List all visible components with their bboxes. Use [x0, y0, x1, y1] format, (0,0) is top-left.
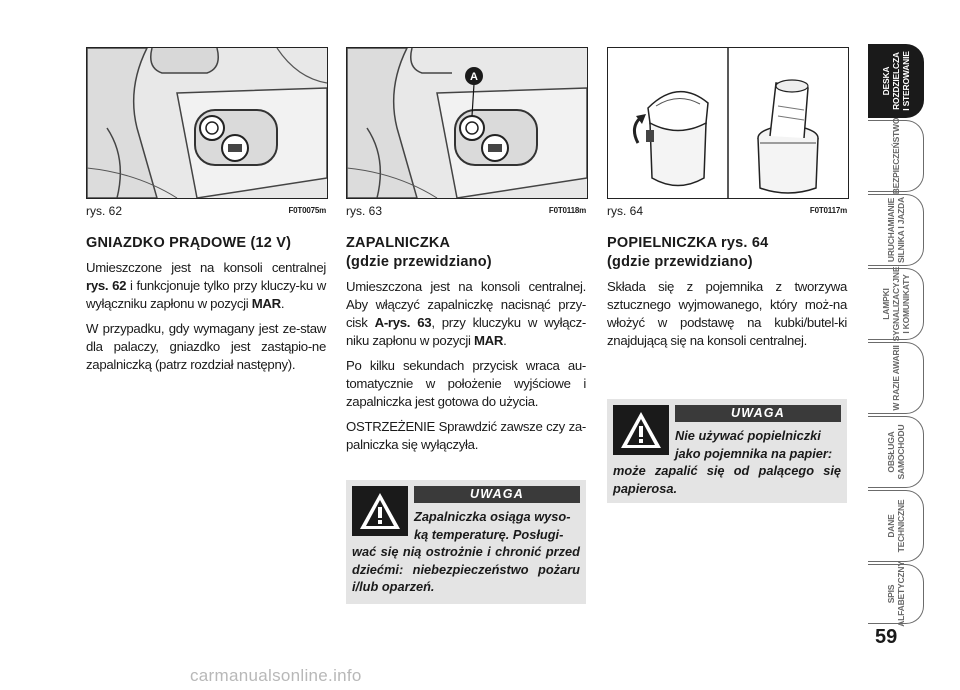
figure-rys-63 [346, 47, 588, 199]
callout-label: A [470, 71, 478, 83]
paragraph: W przypadku, gdy wymagany jest ze-staw dla palaczy, gniazdko jest zastąpio-ne zapalniczką (patrz rozdział następny). [86, 321, 326, 372]
warning-title: UWAGA [675, 405, 841, 422]
warning-icon [352, 486, 408, 536]
tab-spis-alfabetyczny[interactable]: SPIS ALFABETYCZNY [868, 564, 924, 624]
tab-obsluga[interactable]: OBSŁUGA SAMOCHODU [868, 416, 924, 488]
warning-icon [613, 405, 669, 455]
tab-uruchamianie[interactable]: URUCHAMIANIE SILNIKA I JAZDA [868, 194, 924, 266]
figure-code: F0T0117m [809, 206, 847, 215]
tab-lampki[interactable]: LAMPKI SYGNALIZACYJNE I KOMUNIKATY [868, 268, 924, 340]
paragraph: OSTRZEŻENIE Sprawdzić zawsze czy za-palniczka się wyłączyła. [346, 419, 586, 452]
warning-text: Nie używać popielniczki jako pojemnika na papier: może zapalić się od palącego się papierosa. [613, 428, 841, 496]
tab-dane-techniczne[interactable]: DANE TECHNICZNE [868, 490, 924, 562]
section-socket [86, 234, 326, 381]
figure-rys-64 [607, 47, 849, 199]
figure-number: rys. 64 [607, 204, 644, 218]
warning-text: Zapalniczka osiąga wyso- ką temperaturę. Posługi- wać się nią ostrożnie i chronić przed dziećmi: niebezpieczeństwo pożaru i/lub oparzeń. [352, 509, 580, 594]
watermark: carmanualsonline.info [190, 666, 362, 685]
section-heading: ZAPALNICZKA (gdzie przewidziano) [346, 235, 492, 270]
section-ashtray [607, 234, 847, 357]
chapter-index [868, 44, 960, 634]
figure-rys-62 [86, 47, 328, 199]
warning-box-ashtray [607, 399, 847, 503]
tab-w-razie-awarii[interactable]: W RAZIE AWARII [868, 342, 924, 414]
page-number: 59 [875, 626, 898, 648]
socket-illustration [87, 48, 327, 198]
tab-deska-rozdzielcza[interactable]: DESKA ROZDZIELCZA I STEROWANIE [868, 44, 924, 118]
figure-code: F0T0118m [548, 206, 586, 215]
section-heading: GNIAZDKO PRĄDOWE (12 V) [86, 235, 292, 251]
tab-bezpieczenstwo[interactable]: BEZPIECZEŃSTWO [868, 120, 924, 192]
figure-number: rys. 62 [86, 204, 123, 218]
paragraph: Po kilku sekundach przycisk wraca au-tomatycznie w położenie wyjściowe i zapalniczka jest gotowa do użycia. [346, 358, 586, 409]
figure-number: rys. 63 [346, 204, 383, 218]
paragraph: Umieszczone jest na konsoli centralnej rys. 62 i funkcjonuje tylko przy kluczy-ku w wyłączniku zapłonu w pozycji MAR. [86, 260, 326, 311]
ashtray-illustration [608, 48, 848, 198]
paragraph: Umieszczona jest na konsoli centralnej. Aby włączyć zapalniczkę nacisnąć przy-cisk A-rys. 63, przy kluczyku w wyłącz-niku zapłonu w pozycji MAR. [346, 279, 586, 348]
section-lighter [346, 234, 586, 461]
warning-title: UWAGA [414, 486, 580, 503]
lighter-illustration [347, 48, 587, 198]
figure-code: F0T0075m [288, 206, 326, 215]
section-heading: POPIELNICZKA rys. 64 (gdzie przewidziano) [607, 235, 769, 270]
paragraph: Składa się z pojemnika z tworzywa sztucznego wyjmowanego, który moż-na włożyć w podstawę na kubki/butel-ki znajdującą się na konsoli centralnej. [607, 279, 847, 348]
warning-box-lighter [346, 480, 586, 604]
